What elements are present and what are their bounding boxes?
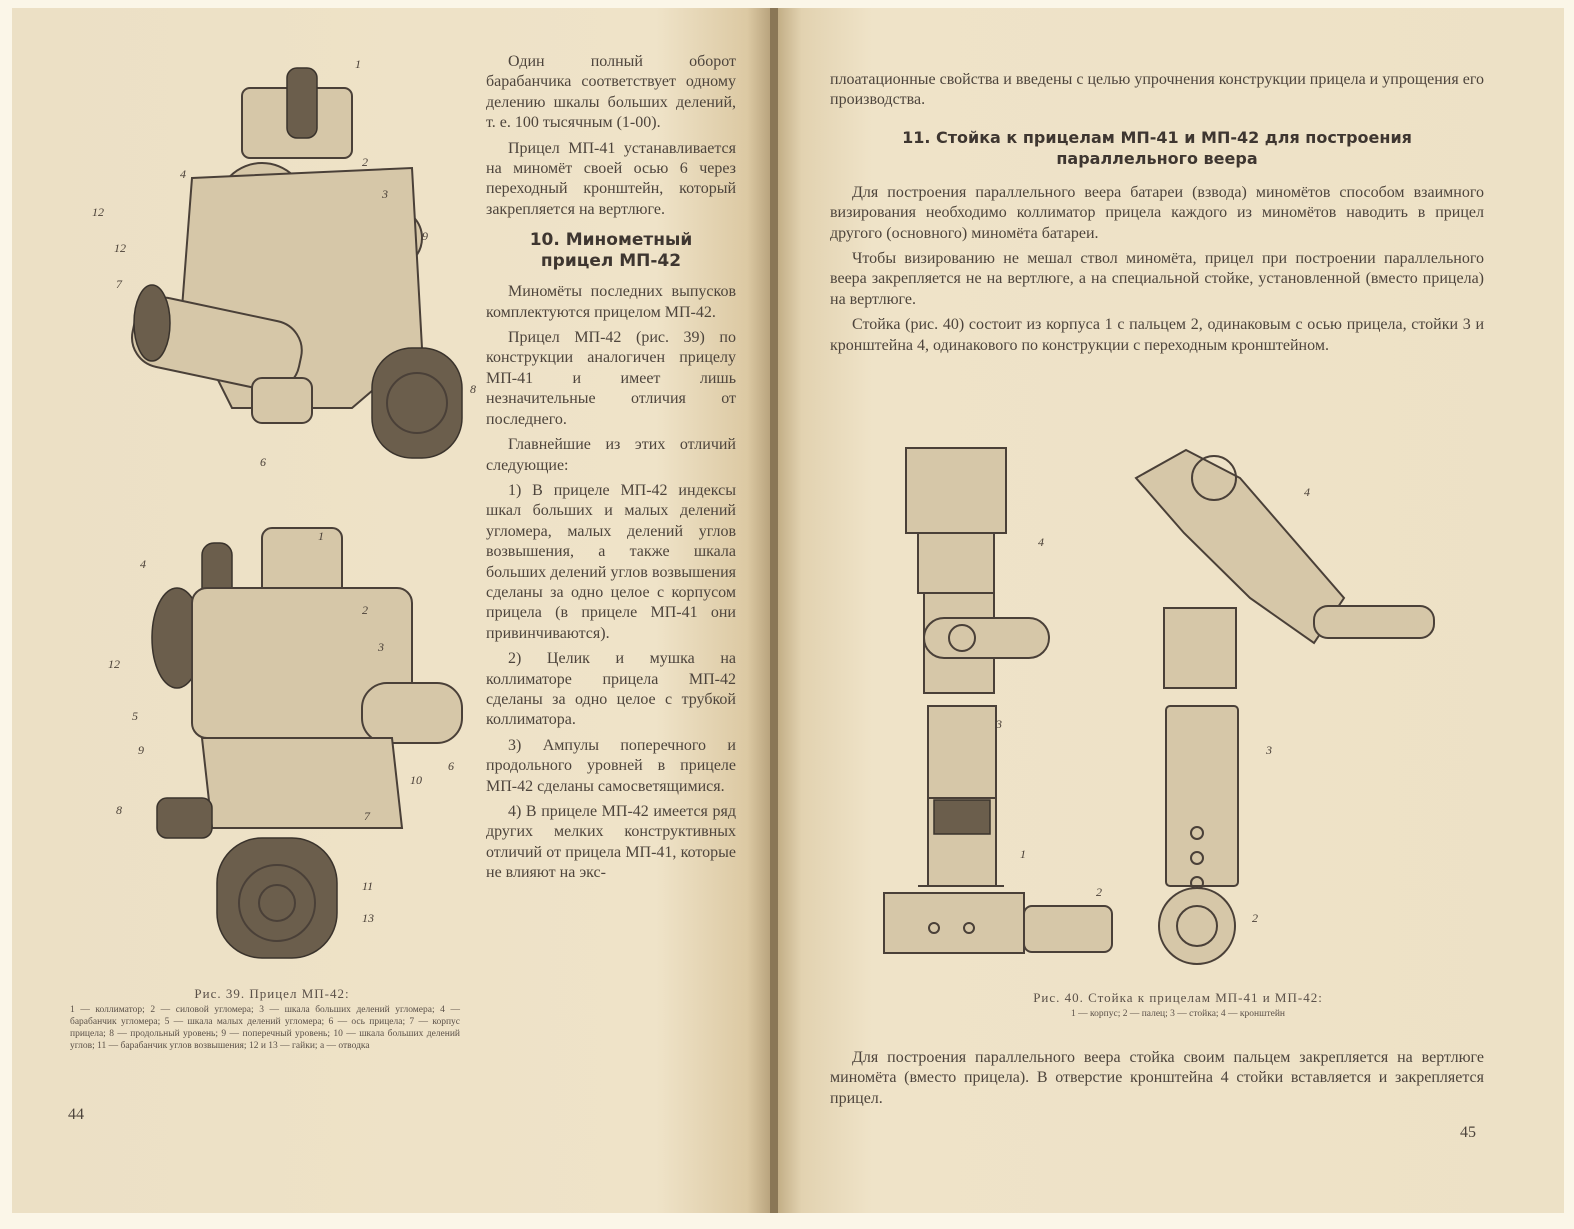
fig-top-label: 12 bbox=[114, 241, 126, 255]
left-page bbox=[12, 8, 770, 1213]
left-text-column bbox=[486, 52, 736, 889]
fig-bottom-label: 8 bbox=[116, 803, 122, 817]
fig-bottom-label: 4 bbox=[140, 557, 146, 571]
figure-39-bottom-illustration bbox=[92, 518, 492, 978]
page-number-right: 45 bbox=[1460, 1124, 1476, 1141]
paragraph: Для построения параллельного веера стойка своим пальцем закрепляется на вертлюге миномёта (вместо прицела). В отверстие кронштейна 4 стойки вставляется и закрепляется прицел. bbox=[830, 1049, 1484, 1107]
paragraph: плоатационные свойства и введены с целью упрочнения конструкции прицела и упрощения его производства. bbox=[830, 71, 1484, 109]
fig-bottom-label: 12 bbox=[108, 657, 120, 671]
fig-top-label: 2 bbox=[362, 155, 368, 169]
figure-39-top-illustration bbox=[92, 48, 492, 488]
fig-top-label: 9 bbox=[422, 229, 428, 243]
paragraph: Прицел МП-42 (рис. 39) по конструкции аналогичен прицелу МП-41 и имеет лишь незначительные отличия от последнего. bbox=[486, 329, 736, 428]
paragraph: 1) В прицеле МП-42 индексы шкал больших и малых делений угломера, малых делений углов возвышения, а также шкала больших делений углов возвышения сделаны за одно целое с корпусом прицела (в прицеле МП-41 они привинчиваются). bbox=[486, 481, 736, 642]
paragraph: Один полный оборот барабанчика соответствует одному делению шкалы больших делений, т. е. 100 тысячным (1-00). bbox=[486, 53, 736, 132]
fig-bottom-label: 10 bbox=[410, 773, 422, 787]
fig40-label: 2 bbox=[1252, 911, 1258, 925]
paragraph: Миномёты последних выпусков комплектуются прицелом МП-42. bbox=[486, 283, 736, 321]
figure-40-legend: 1 — корпус; 2 — палец; 3 — стойка; 4 — кронштейн bbox=[1071, 1009, 1285, 1019]
fig-bottom-label: 6 bbox=[448, 759, 454, 773]
fig-top-label: 6 bbox=[260, 455, 266, 469]
fig-bottom-label: 1 bbox=[318, 529, 324, 543]
fig-bottom-label: 2 bbox=[362, 603, 368, 617]
section-heading: 10. Минометный прицел МП-42 bbox=[529, 230, 693, 272]
fig-top-label: 1 bbox=[355, 57, 361, 71]
fig-top-label: 12 bbox=[92, 205, 104, 219]
fig-top-label: 4 bbox=[180, 167, 186, 181]
fig40-label: 4 bbox=[1038, 535, 1044, 549]
paragraph: 4) В прицеле МП-42 имеется ряд других мелких конструктивных отличий от прицела МП-41, которые не влияют на экс- bbox=[486, 803, 736, 882]
section-heading: 11. Стойка к прицелам МП-41 и МП-42 для построения параллельного веера bbox=[902, 127, 1412, 168]
paragraph: 2) Целик и мушка на коллиматоре прицела МП-42 сделаны за одно целое с трубкой коллиматора. bbox=[486, 650, 736, 729]
fig-top-label: 8 bbox=[470, 382, 476, 396]
figure-39-caption: Рис. 39. Прицел МП-42: bbox=[194, 986, 350, 1001]
fig-bottom-label: 11 bbox=[362, 879, 374, 893]
paragraph: Главнейшие из этих отличий следующие: bbox=[486, 436, 736, 474]
fig40-label: 2 bbox=[1096, 885, 1102, 899]
fig-top-label: 7 bbox=[116, 277, 122, 291]
paragraph: 3) Ампулы поперечного и продольного уровней в прицеле МП-42 сделаны самосветящимися. bbox=[486, 736, 736, 795]
figure-39-legend: 1 — коллиматор; 2 — силовой угломера; 3 — шкала больших делений угломера; 4 — барабанчик угломера; 5 — шкала малых делений угломера; 6 — ось прицела; 7 — корпус прицела; 8 — продольный уровень; 9 — поперечный уровень; 10 — шкала больших делений углов; 11 — барабанчик углов возвышения; 12 и 13 — гайки; а — отводка bbox=[70, 1005, 460, 1051]
fig40-label: 1 bbox=[1020, 847, 1026, 861]
page-number-left: 44 bbox=[68, 1106, 84, 1123]
book-gutter bbox=[770, 8, 778, 1213]
right-page bbox=[778, 8, 1564, 1213]
fig-bottom-label: 3 bbox=[378, 640, 384, 654]
right-top-text bbox=[830, 70, 1484, 361]
paragraph: Чтобы визированию не мешал ствол миномёта, прицел при построении параллельного веера закрепляется не на вертлюге, а на специальной стойке, установленной (вместо прицела) на вертлюге. bbox=[830, 250, 1484, 308]
fig-bottom-label: 9 bbox=[138, 743, 144, 757]
paragraph: Для построения параллельного веера батареи (взвода) миномётов способом взаимного визирования необходимо коллиматор прицела каждого из миномётов наводить в прицел другого (основного) миномёта батареи. bbox=[830, 183, 1484, 242]
fig-top-label: 3 bbox=[382, 187, 388, 201]
figure-40-illustration bbox=[874, 438, 1474, 978]
right-bottom-text bbox=[830, 1048, 1484, 1114]
paragraph: Стойка (рис. 40) состоит из корпуса 1 с пальцем 2, одинаковым с осью прицела, стойки 3 и кронштейна 4, одинакового по конструкции с переходным кронштейном. bbox=[830, 316, 1484, 354]
paragraph: Прицел МП-41 устанавливается на миномёт своей осью 6 через переходный кронштейн, который закрепляется на вертлюге. bbox=[486, 139, 736, 218]
fig40-label: 3 bbox=[1266, 743, 1272, 757]
fig-bottom-label: 7 bbox=[364, 809, 370, 823]
fig40-label: 4 bbox=[1304, 485, 1310, 499]
fig40-label: 3 bbox=[996, 717, 1002, 731]
figure-40-caption: Рис. 40. Стойка к прицелам МП-41 и МП-42: bbox=[1033, 990, 1323, 1005]
fig-bottom-label: 13 bbox=[362, 911, 374, 925]
fig-bottom-label: 5 bbox=[132, 709, 138, 723]
